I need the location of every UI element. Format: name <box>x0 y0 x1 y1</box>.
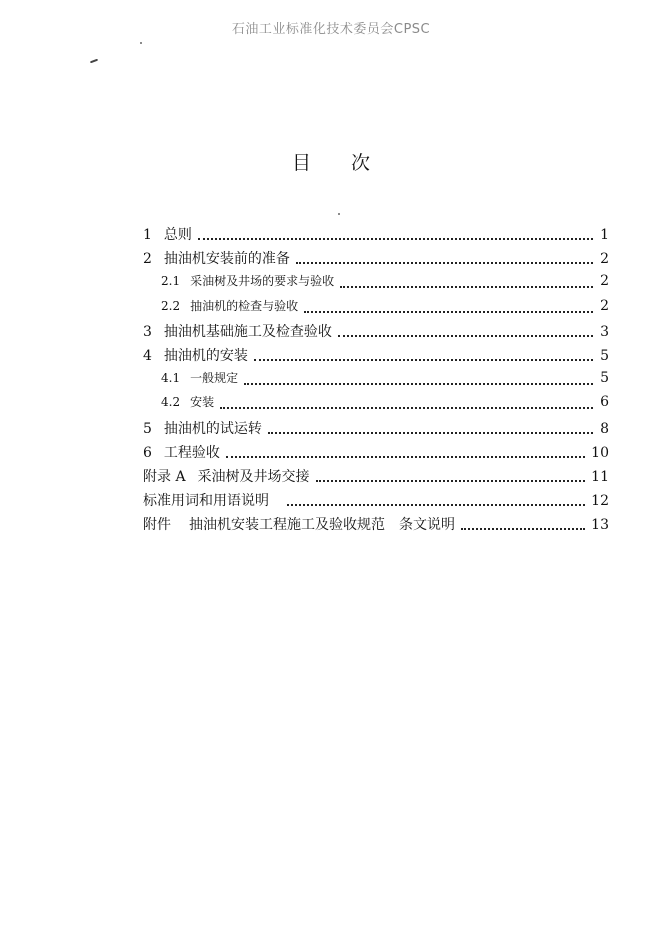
toc-entry-number: 4 <box>143 347 152 364</box>
toc-entry-page: 10 <box>591 444 609 461</box>
toc-entry[interactable] <box>143 224 609 248</box>
toc-entry-number: 2.2 <box>161 298 181 313</box>
toc-entry-label: 采油树及井场交接 <box>197 468 310 485</box>
toc-entry-label: 采油树及井场的要求与验收 <box>190 274 335 289</box>
toc-entry-number: 附件 <box>143 517 171 534</box>
toc-entry-number: 5 <box>143 420 152 437</box>
toc-entry-page: 5 <box>600 370 609 387</box>
dot-leader <box>287 504 585 506</box>
toc-entry[interactable] <box>143 466 609 490</box>
toc-entry-page: 12 <box>591 493 609 510</box>
toc-subentry[interactable] <box>143 297 609 321</box>
toc-entry-label: 工程验收 <box>163 444 220 461</box>
dot-leader <box>461 528 585 530</box>
dot-leader <box>226 456 585 458</box>
toc-entry-label: 抽油机基础施工及检查验收 <box>163 323 332 340</box>
toc-entry-page: 13 <box>591 517 609 534</box>
toc-entry-label: 抽油机安装工程施工及验收规范 条文说明 <box>189 517 455 534</box>
toc-entry[interactable] <box>143 321 609 345</box>
toc-entry-label: 一般规定 <box>190 371 239 386</box>
dot-leader <box>304 311 593 313</box>
page-title: 目次 <box>291 152 410 174</box>
dot-leader <box>244 383 593 385</box>
toc-entry[interactable] <box>143 345 609 369</box>
toc-entry-number: 4.1 <box>161 371 181 386</box>
toc-entry-label: 安装 <box>190 395 215 410</box>
toc-entry-label: 标准用词和用语说明 <box>143 493 269 510</box>
toc-entry-number: 3 <box>143 323 152 340</box>
dot-leader <box>220 407 593 409</box>
toc-subentry[interactable] <box>143 369 609 393</box>
toc-entry-label: 抽油机的试运转 <box>163 420 262 437</box>
toc-entry[interactable] <box>143 418 609 442</box>
toc-entry-page: 6 <box>600 394 609 411</box>
toc-entry[interactable] <box>143 490 609 514</box>
toc-entry[interactable] <box>143 514 609 538</box>
toc-subentry[interactable] <box>143 272 609 296</box>
toc-entry-page: 5 <box>600 347 609 364</box>
toc-entry-number: 2.1 <box>161 274 181 289</box>
dot-leader <box>316 480 586 482</box>
toc-entry-page: 2 <box>600 273 609 290</box>
table-of-contents <box>143 224 609 538</box>
toc-entry-label: 总则 <box>163 227 192 243</box>
toc-entry-number: 2 <box>143 251 152 268</box>
toc-entry-page: 11 <box>591 468 609 485</box>
toc-entry-page: 8 <box>600 420 609 437</box>
dot-leader <box>268 432 593 434</box>
toc-entry-label: 抽油机安装前的准备 <box>163 251 290 268</box>
toc-entry-page: 2 <box>600 297 609 314</box>
toc-entry-number: 附录 A <box>143 468 186 485</box>
toc-subentry[interactable] <box>143 393 609 417</box>
dot-leader <box>296 262 593 264</box>
toc-entry-page: 3 <box>600 323 609 340</box>
dot-leader <box>198 238 593 240</box>
toc-entry-label: 抽油机的安装 <box>163 347 248 364</box>
scan-artifact <box>338 213 340 215</box>
toc-entry-page: 1 <box>600 227 609 243</box>
dot-leader <box>338 335 593 337</box>
toc-entry-page: 2 <box>600 251 609 268</box>
scan-artifact <box>90 59 98 64</box>
toc-entry[interactable] <box>143 442 609 466</box>
toc-entry-number: 6 <box>143 444 152 461</box>
watermark: 石油工业标准化技术委员会CPSC <box>231 22 431 37</box>
scan-artifact <box>140 42 142 44</box>
toc-entry-number: 4.2 <box>161 395 181 410</box>
dot-leader <box>254 359 593 361</box>
dot-leader <box>340 286 593 288</box>
toc-entry-number: 1 <box>143 227 152 243</box>
toc-entry[interactable] <box>143 248 609 272</box>
toc-entry-label: 抽油机的检查与验收 <box>190 298 299 313</box>
